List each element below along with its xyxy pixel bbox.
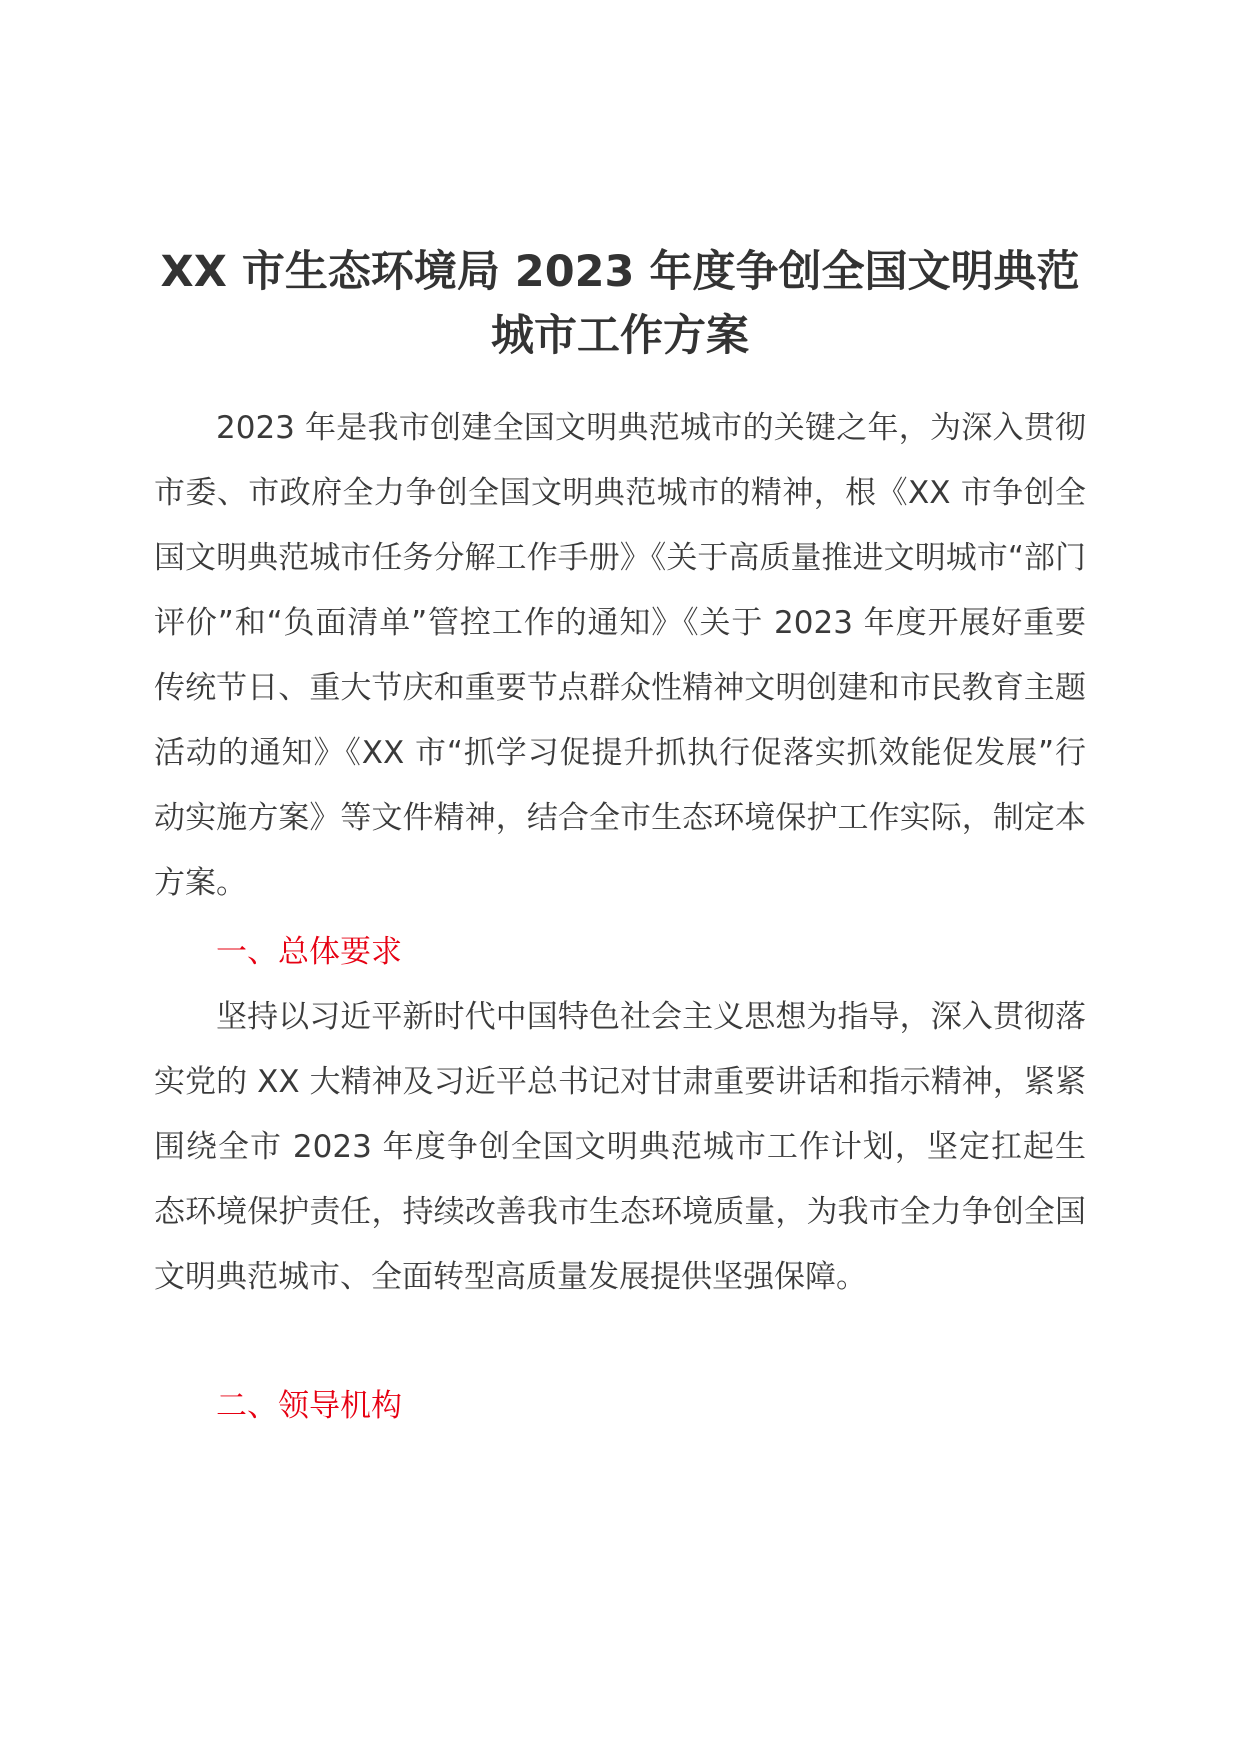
intro-paragraph: 2023 年是我市创建全国文明典范城市的关键之年，为深入贯彻市委、市政府全力争创全国文明典范城市的精神，根《XX 市争创全国文明典范城市任务分解工作手册》《关于高质量推进文明城市“部门评价”和“负面清单”管控工作的通知》《关于 2023 年度开展好重要传统节日、重大节庆和重要节点群众性精神文明创建和市民教育主题活动的通知》《XX 市“抓学习促提升抓执行促落实抓效能促发展”行动实施方案》等文件精神，结合全市生态环境保护工作实际，制定本方案。: [154, 410, 1086, 901]
general-requirements-paragraph: 坚持以习近平新时代中国特色社会主义思想为指导，深入贯彻落实党的 XX 大精神及习近平总书记对甘肃重要讲话和指示精神，紧紧围绕全市 2023 年度争创全国文明典范城市工作计划，坚定扛起生态环境保护责任，持续改善我市生态环境质量，为我市全力争创全国文明典范城市、全面转型高质量发展提供坚强保障。: [154, 999, 1086, 1295]
section-heading-leadership-organization: 二、领导机构: [216, 1388, 402, 1424]
document-title: XX 市生态环境局 2023 年度争创全国文明典范城市工作方案: [160, 247, 1080, 361]
section-heading-general-requirements: 一、总体要求: [216, 934, 402, 970]
